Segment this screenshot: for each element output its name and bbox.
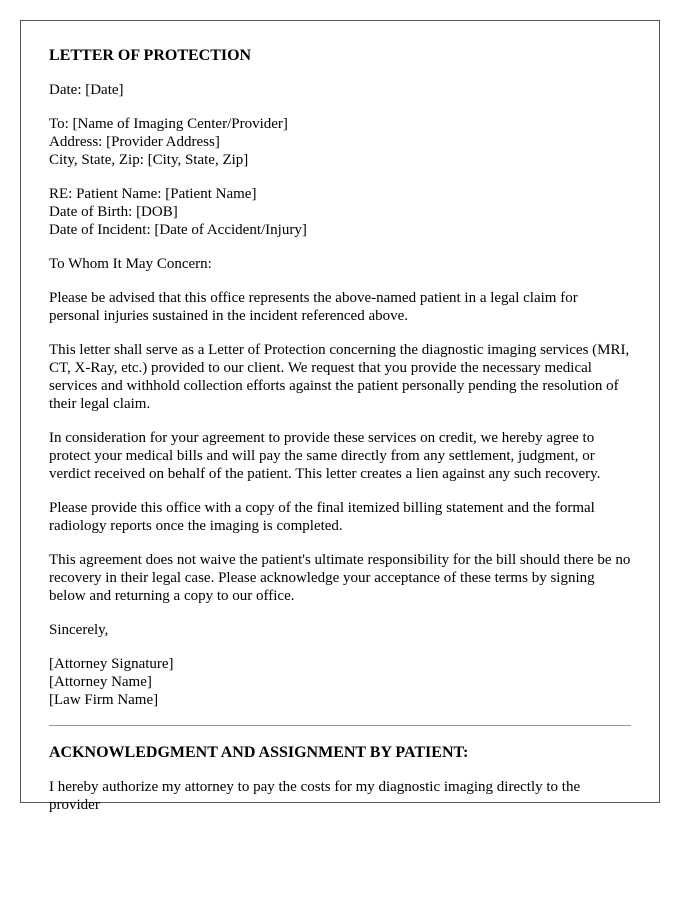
re-dob: Date of Birth: [DOB]: [49, 204, 178, 220]
acknowledgment-text: I hereby authorize my attorney to pay the costs for my diagnostic imaging directly to the provider: [49, 779, 581, 813]
re-patient-name: RE: Patient Name: [Patient Name]: [49, 186, 257, 202]
letter-page: [20, 20, 660, 813]
letter-content: [21, 21, 659, 814]
body-paragraph-5: This agreement does not waive the patient's ultimate responsibility for the bill should there be no recovery in their legal case. Please acknowledge your acceptance of these terms by signing below and returning a copy to our office.: [49, 552, 631, 604]
recipient-to: To: [Name of Imaging Center/Provider]: [49, 116, 288, 132]
recipient-city: City, State, Zip: [City, State, Zip]: [49, 152, 249, 168]
re-incident: Date of Incident: [Date of Accident/Injury]: [49, 222, 307, 238]
date-line: Date: [Date]: [49, 82, 124, 98]
re-block: [49, 185, 631, 239]
body-paragraph-3: In consideration for your agreement to provide these services on credit, we hereby agree to protect your medical bills and will pay the same directly from any settlement, judgment, or verdict received on behalf of the patient. This letter creates a lien against any such recovery.: [49, 430, 601, 482]
signature-block: [49, 655, 631, 709]
body-paragraph-4: Please provide this office with a copy of the final itemized billing statement and the formal radiology reports once the imaging is completed.: [49, 500, 595, 534]
section-divider: [49, 725, 631, 726]
acknowledgment-title: ACKNOWLEDGMENT AND ASSIGNMENT BY PATIENT:: [49, 744, 469, 761]
closing: Sincerely,: [49, 622, 109, 638]
law-firm-name: [Law Firm Name]: [49, 692, 159, 708]
recipient-address: Address: [Provider Address]: [49, 134, 220, 150]
attorney-name: [Attorney Name]: [49, 674, 152, 690]
body-paragraph-1: Please be advised that this office represents the above-named patient in a legal claim for personal injuries sustained in the incident referenced above.: [49, 290, 578, 324]
attorney-signature: [Attorney Signature]: [49, 656, 174, 672]
salutation: To Whom It May Concern:: [49, 256, 212, 272]
body-paragraph-2: This letter shall serve as a Letter of Protection concerning the diagnostic imaging services (MRI, CT, X-Ray, etc.) provided to our client. We request that you provide the necessary medical services and withhold collection efforts against the patient personally pending the resolution of their legal claim.: [49, 342, 630, 412]
letter-title: LETTER OF PROTECTION: [49, 47, 252, 64]
recipient-block: [49, 115, 631, 169]
